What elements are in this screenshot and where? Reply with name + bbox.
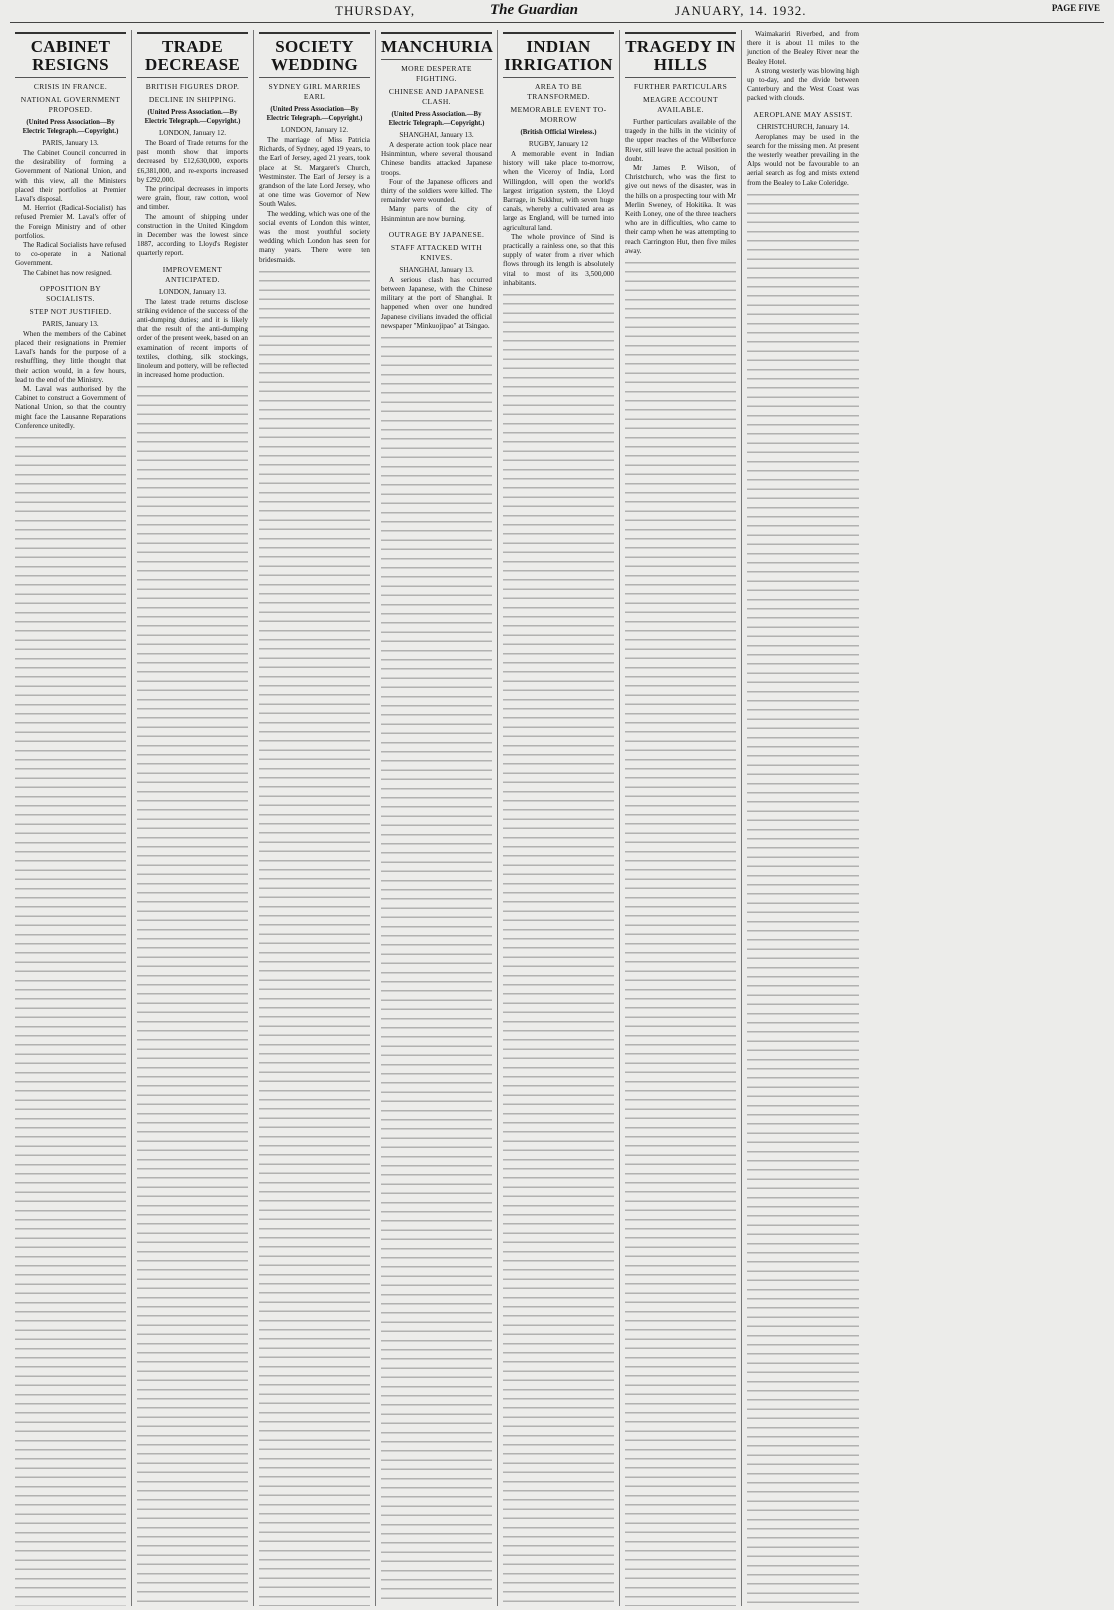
article-paragraph: Waimakariri Riverbed, and from there it is about 11 miles to the junction of the Bealey River near the Bealey Hotel. [747, 30, 859, 66]
article-subheading: SYDNEY GIRL MARRIES EARL [268, 82, 361, 101]
article-dateline: CHRISTCHURCH, January 14. [756, 122, 850, 131]
article-dateline: SHANGHAI, January 13. [399, 131, 474, 139]
article-subheading: CRISIS IN FRANCE. [33, 82, 108, 91]
article-headline: CABINET RESIGNS [15, 32, 126, 78]
article-paragraph: The marriage of Miss Patricia Richards, of Sydney, aged 19 years, to the Earl of Jersey, aged 21 years, took place at St. Margaret's Church, Westminster. The Earl of Jersey is a grandson of the late Lord Jersey, who at one time was Governor of New South Wales. [259, 136, 370, 209]
article-subheading: OPPOSITION BY SOCIALISTS. [39, 283, 102, 303]
article-subheading: IMPROVEMENT ANTICIPATED. [162, 264, 223, 284]
article-source: (United Press Association.—By Electric Telegraph.—Copyright.) [144, 109, 241, 125]
article-paragraph: A strong westerly was blowing high up to-day, and the divide between Canterbury and the West Coast was packed with clouds. [747, 66, 859, 103]
article-subheading: DECLINE IN SHIPPING. [148, 95, 237, 104]
article-paragraph: The Cabinet Council concurred in the desirability of forming a Government of National Union, and with this view, all the Ministers placed their portfolios at Premier Laval's disposal. [15, 149, 126, 204]
article [15, 284, 126, 431]
article-subheading: MORE DESPERATE FIGHTING. [401, 64, 472, 83]
article-paragraph: M. Herriot (Radical-Socialist) has refused Premier M. Laval's offer of the Foreign Ministry and of other portfolios. [15, 204, 126, 240]
article-paragraph: A memorable event in Indian history will take place to-morrow, when the Viceroy of India, Lord Willingdon, will open the world's largest irrigation system, the Lloyd Barrage, in Sukkhur, with seven huge canals, whereby a cultivated area as large as England, will be turned into agricultural land. [503, 150, 614, 232]
columns-container [10, 30, 1108, 1606]
article-source: (United Press Association.—By Electric Telegraph.—Copyright.) [388, 111, 485, 127]
article-paragraph: The Cabinet has now resigned. [23, 268, 112, 277]
article-paragraph: Mr James P. Wilson, of Christchurch, who was the first to give out news of the disaster, was in the hills on a prospecting tour with Mr Merlin Sweney, of Hokitika. It was Keith Loney, one of the three teachers who are in difficulties, who came to their camp when he was attempting to reach Carrington Hut, then five miles away. [625, 164, 736, 255]
masthead-date: JANUARY, 14. 1932. [675, 3, 807, 18]
article-subheading: STAFF ATTACKED WITH KNIVES. [390, 242, 483, 262]
article-source: (United Press Association—By Electric Telegraph.—Copyright.) [266, 106, 363, 122]
column-text-continuation [259, 271, 370, 1606]
article-paragraph: The principal decreases in imports were grain, flour, raw cotton, wool and timber. [137, 185, 248, 212]
column [498, 30, 620, 1606]
article-paragraph: Four of the Japanese officers and thirty of the soldiers were killed. The remainder were wounded. [381, 177, 492, 205]
article-source: (British Official Wireless.) [520, 129, 597, 136]
column-text-continuation [15, 437, 126, 1606]
article-subheading: STEP NOT JUSTIFIED. [29, 306, 112, 316]
page-number: PAGE FIVE [1051, 3, 1100, 13]
article-headline: INDIAN IRRIGATION [503, 32, 614, 78]
article-paragraph: When the members of the Cabinet placed their resignations in Premier Laval's hands for the purpose of a reshuffling, they little thought that their action would, in a few hours, lead to the end of the Ministry. [15, 329, 126, 384]
article-paragraph: Aeroplanes may be used in the search for the missing men. At present the westerly weather prevailing in the Alps would not be favourable to an aerial search as fog and mists extend from the Bealey to Lake Coleridge. [747, 132, 859, 187]
article-subheading: OUTRAGE BY JAPANESE. [388, 229, 485, 239]
article [381, 230, 492, 331]
column-text-continuation [747, 194, 859, 1606]
column [742, 30, 864, 1606]
column [254, 30, 376, 1606]
article [503, 32, 614, 288]
column-text-continuation [381, 337, 492, 1606]
article [381, 32, 492, 224]
article [137, 265, 248, 381]
column-text-continuation [503, 294, 614, 1606]
article-paragraph: The Radical Socialists have refused to co-operate in a National Government. [15, 241, 126, 268]
article-paragraph: The whole province of Sind is practically a rainless one, so that this supply of water from a river which flows through its length is absolutely vital to most of its 3,500,000 inhabitants. [503, 232, 614, 287]
article [259, 32, 370, 265]
article [747, 30, 859, 104]
article [137, 32, 248, 259]
masthead-day: THURSDAY, [335, 3, 416, 18]
column [132, 30, 254, 1606]
article-paragraph: The amount of shipping under construction in the United Kingdom in December was the lowest since 1887, according to Lloyd's Register quarterly report. [137, 212, 248, 258]
article-subheading: MEMORABLE EVENT TO-MORROW [510, 105, 607, 124]
article [625, 32, 736, 256]
article-subheading: MEAGRE ACCOUNT AVAILABLE. [643, 95, 718, 114]
article-dateline: LONDON, January 12. [158, 129, 227, 137]
article-dateline: RUGBY, January 12 [528, 140, 589, 148]
article-dateline: PARIS, January 13. [42, 319, 99, 328]
article-headline: SOCIETY WEDDING [259, 32, 370, 78]
article-paragraph: The wedding, which was one of the social events of London this winter, was the most youthful society wedding which London has seen for many years. There were ten bridesmaids. [259, 209, 370, 264]
masthead [10, 0, 1104, 23]
article-dateline: PARIS, January 13. [42, 139, 99, 147]
article-subheading: AEROPLANE MAY ASSIST. [753, 109, 853, 119]
column [376, 30, 498, 1606]
article-paragraph: A desperate action took place near Hsinmintun, where several thousand Chinese bandits attacked Japanese troops. [381, 141, 492, 177]
column [620, 30, 742, 1606]
article-paragraph: The Board of Trade returns for the past month show that imports decreased by £12,630,000, exports £6,381,000, and re-exports increased by £292,000. [137, 139, 248, 184]
article-subheading: CHINESE AND JAPANESE CLASH. [388, 87, 485, 106]
article [15, 32, 126, 278]
article-source: (United Press Association—By Electric Telegraph.—Copyright.) [22, 119, 119, 135]
article-paragraph: A serious clash has occurred between Japanese, with the Chinese military at the port of Shanghai. It happened when over one hundred Japanese civilians invaded the official newspaper "Minkuojipao" at Tsingao. [381, 275, 492, 330]
article-subheading: FURTHER PARTICULARS [633, 82, 728, 91]
article-paragraph: The latest trade returns disclose striking evidence of the success of the anti-dumping duties; and it is likely that the result of the anti-dumping order of the present week, based on an examination of recent imports of textiles, clothing, silk stockings, linoleum and pottery, will be reflected in increased home production. [137, 297, 248, 380]
article-dateline: SHANGHAI, January 13. [399, 265, 474, 274]
article-subheading: NATIONAL GOVERNMENT PROPOSED. [20, 95, 121, 114]
article [747, 110, 859, 188]
article-subheading: AREA TO BE TRANSFORMED. [527, 82, 590, 101]
article-dateline: LONDON, January 12. [280, 126, 349, 134]
column [10, 30, 132, 1606]
column-text-continuation [625, 262, 736, 1606]
newspaper-name: The Guardian [490, 2, 578, 18]
article-headline: TRADE DECREASE [137, 32, 248, 78]
article-paragraph: Further particulars available of the tragedy in the hills in the vicinity of the upper reaches of the Wilberforce River, still leave the actual position in doubt. [625, 118, 736, 163]
article-headline: TRAGEDY IN HILLS [625, 32, 736, 78]
article-subheading: BRITISH FIGURES DROP. [145, 82, 240, 91]
article-dateline: LONDON, January 13. [158, 287, 227, 296]
article-paragraph: M. Laval was authorised by the Cabinet to construct a Government of National Union, so that the country might face the Lausanne Reparations Conference unitedly. [15, 385, 126, 430]
article-paragraph: Many parts of the city of Hsinmintun are now burning. [381, 205, 492, 223]
article-headline: MANCHURIA [381, 32, 492, 60]
column-text-continuation [137, 386, 248, 1606]
